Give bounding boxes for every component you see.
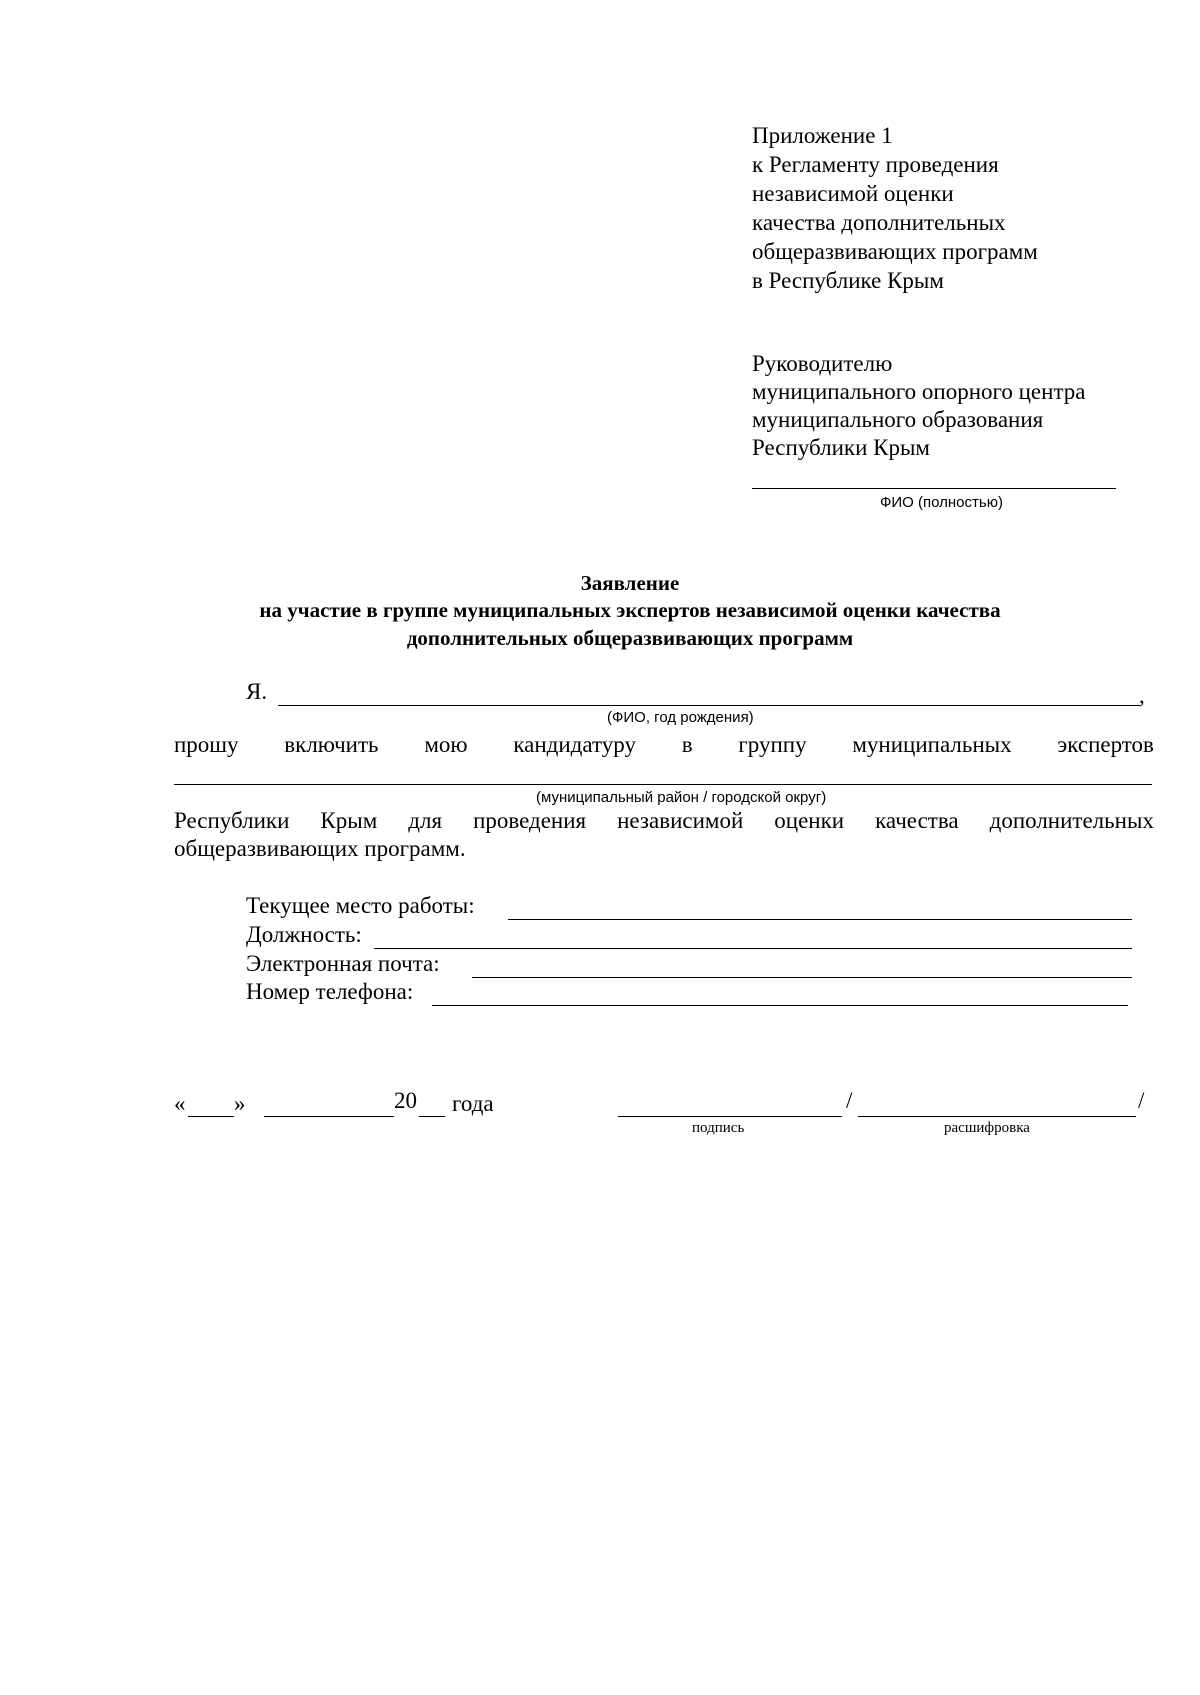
- word: проведения: [473, 808, 587, 833]
- appendix-line: качества дополнительных: [752, 210, 1006, 235]
- phone-field[interactable]: [432, 1005, 1128, 1006]
- decoding-field[interactable]: [858, 1116, 1136, 1117]
- word: в: [681, 732, 693, 757]
- appendix-line: Приложение 1: [752, 123, 893, 148]
- appendix-line: независимой оценки: [752, 181, 954, 206]
- position-label: Должность:: [246, 922, 362, 947]
- word: прошу: [174, 732, 239, 757]
- word: для: [408, 808, 443, 833]
- appendix-block: [752, 121, 1112, 295]
- word: дополнительных: [989, 808, 1154, 833]
- purpose-line: [174, 808, 1154, 834]
- document-subtitle-line-2: дополнительных общеразвивающих программ: [406, 626, 854, 650]
- word: включить: [284, 732, 379, 757]
- date-close-quote: »: [234, 1091, 246, 1116]
- word: оценки: [774, 808, 845, 833]
- decoding-slash: /: [1138, 1088, 1145, 1113]
- appendix-line: в Республике Крым: [752, 268, 944, 293]
- district-field[interactable]: [174, 784, 1152, 785]
- addressee-line: муниципального опорного центра: [752, 379, 1086, 404]
- date-year-prefix: 20: [394, 1088, 417, 1113]
- request-line: [174, 732, 1154, 758]
- district-hint: (муниципальный район / городской округ): [536, 789, 827, 806]
- workplace-field[interactable]: [508, 919, 1132, 920]
- word: Республики: [174, 808, 290, 833]
- word: кандидатуру: [513, 732, 636, 757]
- email-label: Электронная почта:: [246, 951, 440, 976]
- addressee-block: [752, 350, 1132, 462]
- word: группу: [738, 732, 807, 757]
- date-year-field[interactable]: [419, 1116, 445, 1117]
- signature-slash: /: [846, 1088, 853, 1113]
- word: независимой: [617, 808, 744, 833]
- appendix-line: к Регламенту проведения: [752, 152, 999, 177]
- addressee-line: Республики Крым: [752, 435, 930, 460]
- date-day-field[interactable]: [188, 1116, 234, 1117]
- ya-label: Я.: [246, 679, 268, 704]
- phone-label: Номер телефона:: [246, 979, 414, 1004]
- email-field[interactable]: [472, 977, 1132, 978]
- date-year-word: года: [452, 1091, 494, 1116]
- decoding-hint: расшифровка: [944, 1120, 1030, 1136]
- word: мою: [424, 732, 468, 757]
- workplace-label: Текущее место работы:: [246, 893, 475, 918]
- fio-comma: ,: [1139, 683, 1145, 708]
- word: качества: [875, 808, 959, 833]
- appendix-line: общеразвивающих программ: [752, 239, 1038, 264]
- addressee-fio-field[interactable]: [752, 488, 1116, 489]
- word: муниципальных: [852, 732, 1012, 757]
- document-subtitle-line-1: на участие в группе муниципальных экспертов независимой оценки качества: [259, 598, 1001, 622]
- fio-hint: (ФИО, год рождения): [607, 709, 754, 726]
- document-title: Заявление: [580, 571, 680, 595]
- word: Крым: [320, 808, 378, 833]
- addressee-line: Руководителю: [752, 351, 893, 376]
- fio-field[interactable]: [278, 705, 1140, 706]
- addressee-line: муниципального образования: [752, 407, 1044, 432]
- word: экспертов: [1057, 732, 1154, 757]
- purpose-line-end: общеразвивающих программ.: [174, 836, 466, 861]
- position-field[interactable]: [374, 948, 1132, 949]
- signature-hint: подпись: [692, 1120, 745, 1136]
- date-month-field[interactable]: [264, 1116, 394, 1117]
- addressee-fio-hint: ФИО (полностью): [880, 494, 1003, 511]
- signature-field[interactable]: [618, 1116, 842, 1117]
- date-open-quote: «: [174, 1091, 186, 1116]
